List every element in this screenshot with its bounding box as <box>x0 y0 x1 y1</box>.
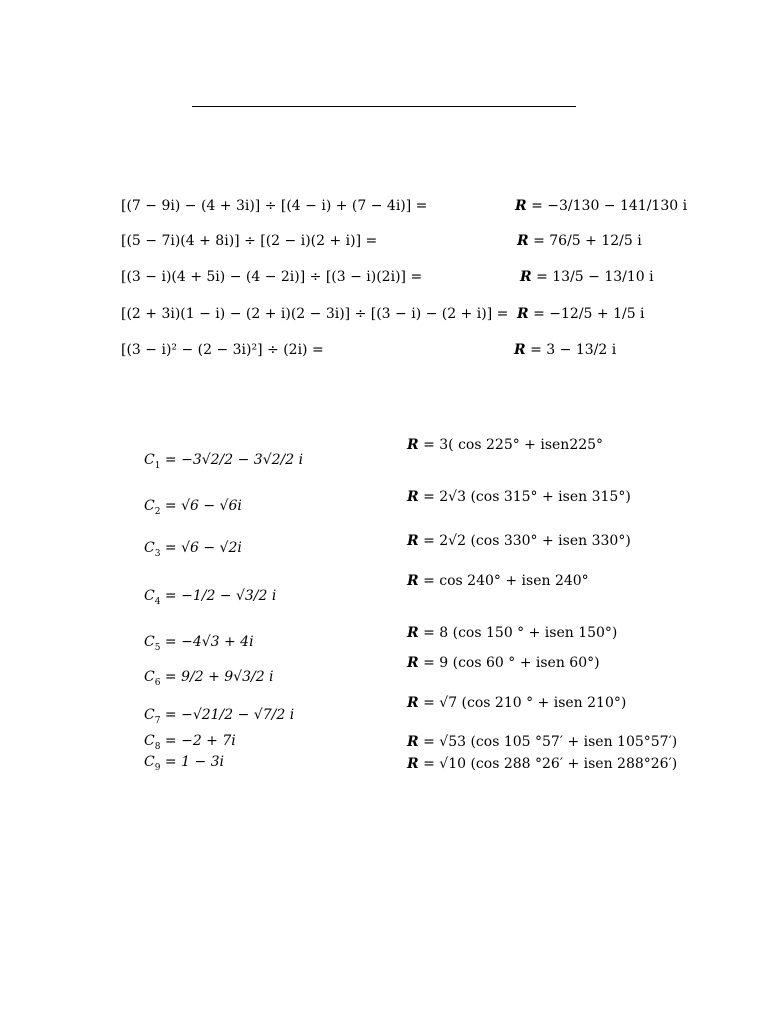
expression-5: [(3 − i)² − (2 − 3i)²] ÷ (2i) = <box>121 342 324 358</box>
complex-index: 5 <box>154 642 161 653</box>
complex-label: C <box>144 707 155 723</box>
result-label: R <box>520 269 532 285</box>
polar-form-9 <box>407 754 677 774</box>
complex-index: 8 <box>154 741 161 752</box>
complex-value: = 9/2 + 9√3/2 i <box>164 669 274 685</box>
polar-form-2 <box>407 487 631 507</box>
complex-index: 6 <box>154 677 161 688</box>
complex-label: C <box>144 634 155 650</box>
polar-label: R <box>407 573 419 589</box>
polar-label: R <box>407 695 419 711</box>
complex-label: C <box>144 588 155 604</box>
complex-number-2 <box>144 496 242 522</box>
title-rule <box>192 106 576 107</box>
polar-value: = √7 (cos 210 ° + isen 210°) <box>423 695 627 711</box>
complex-value: = −1/2 − √3/2 i <box>164 588 277 604</box>
complex-label: C <box>144 733 155 749</box>
complex-label: C <box>144 754 155 770</box>
complex-index: 4 <box>154 596 161 607</box>
complex-value: = −3√2/2 − 3√2/2 i <box>164 452 304 468</box>
polar-form-3 <box>407 531 631 551</box>
result-4 <box>517 304 645 324</box>
complex-index: 7 <box>154 715 161 726</box>
polar-label: R <box>407 756 419 772</box>
complex-value: = √6 − √6i <box>164 498 242 514</box>
complex-number-9 <box>144 752 224 778</box>
result-value: = 76/5 + 12/5 i <box>533 233 642 249</box>
expression-3: [(3 − i)(4 + 5i) − (4 − 2i)] ÷ [(3 − i)(2i)] = <box>121 269 423 285</box>
result-value: = 13/5 − 13/10 i <box>536 269 654 285</box>
complex-index: 3 <box>154 548 161 559</box>
polar-form-7 <box>407 693 626 713</box>
polar-value: = √53 (cos 105 °57′ + isen 105°57′) <box>423 734 678 750</box>
polar-value: = 2√2 (cos 330° + isen 330°) <box>423 533 631 549</box>
polar-form-6 <box>407 653 600 673</box>
polar-label: R <box>407 533 419 549</box>
polar-form-4 <box>407 571 589 591</box>
complex-index: 2 <box>154 506 161 517</box>
result-3 <box>520 267 654 287</box>
polar-label: R <box>407 437 419 453</box>
complex-number-6 <box>144 667 274 693</box>
polar-value: = 2√3 (cos 315° + isen 315°) <box>423 489 631 505</box>
polar-label: R <box>407 734 419 750</box>
result-value: = −12/5 + 1/5 i <box>533 306 645 322</box>
polar-form-5 <box>407 623 617 643</box>
complex-label: C <box>144 669 155 685</box>
complex-index: 1 <box>154 460 161 471</box>
polar-label: R <box>407 489 419 505</box>
complex-value: = 1 − 3i <box>164 754 225 770</box>
complex-number-1 <box>144 450 303 476</box>
result-1 <box>515 196 687 216</box>
complex-number-5 <box>144 632 254 658</box>
polar-form-8 <box>407 732 677 752</box>
complex-number-4 <box>144 586 276 612</box>
complex-label: C <box>144 540 155 556</box>
result-2 <box>517 231 642 251</box>
complex-value: = −√21/2 − √7/2 i <box>164 707 295 723</box>
expression-2: [(5 − 7i)(4 + 8i)] ÷ [(2 − i)(2 + i)] = <box>121 233 378 249</box>
result-value: = −3/130 − 141/130 i <box>531 198 688 214</box>
result-5 <box>514 340 616 360</box>
result-label: R <box>517 306 529 322</box>
expression-4: [(2 + 3i)(1 − i) − (2 + i)(2 − 3i)] ÷ [(3 − i) − (2 + i)] = <box>121 306 509 322</box>
complex-label: C <box>144 498 155 514</box>
complex-number-3 <box>144 538 242 564</box>
result-label: R <box>515 198 527 214</box>
result-label: R <box>517 233 529 249</box>
complex-value: = √6 − √2i <box>164 540 242 556</box>
polar-label: R <box>407 625 419 641</box>
polar-value: = 9 (cos 60 ° + isen 60°) <box>423 655 600 671</box>
polar-value: = 3( cos 225° + isen225° <box>423 437 604 453</box>
polar-form-1 <box>407 435 603 455</box>
polar-value: = √10 (cos 288 °26′ + isen 288°26′) <box>423 756 678 772</box>
result-value: = 3 − 13/2 i <box>530 342 617 358</box>
complex-label: C <box>144 452 155 468</box>
expression-1: [(7 − 9i) − (4 + 3i)] ÷ [(4 − i) + (7 − 4i)] = <box>121 198 428 214</box>
complex-value: = −4√3 + 4i <box>164 634 254 650</box>
complex-value: = −2 + 7i <box>164 733 236 749</box>
polar-value: = cos 240° + isen 240° <box>423 573 589 589</box>
polar-label: R <box>407 655 419 671</box>
complex-index: 9 <box>154 762 161 773</box>
complex-number-7 <box>144 705 294 731</box>
result-label: R <box>514 342 526 358</box>
polar-value: = 8 (cos 150 ° + isen 150°) <box>423 625 618 641</box>
